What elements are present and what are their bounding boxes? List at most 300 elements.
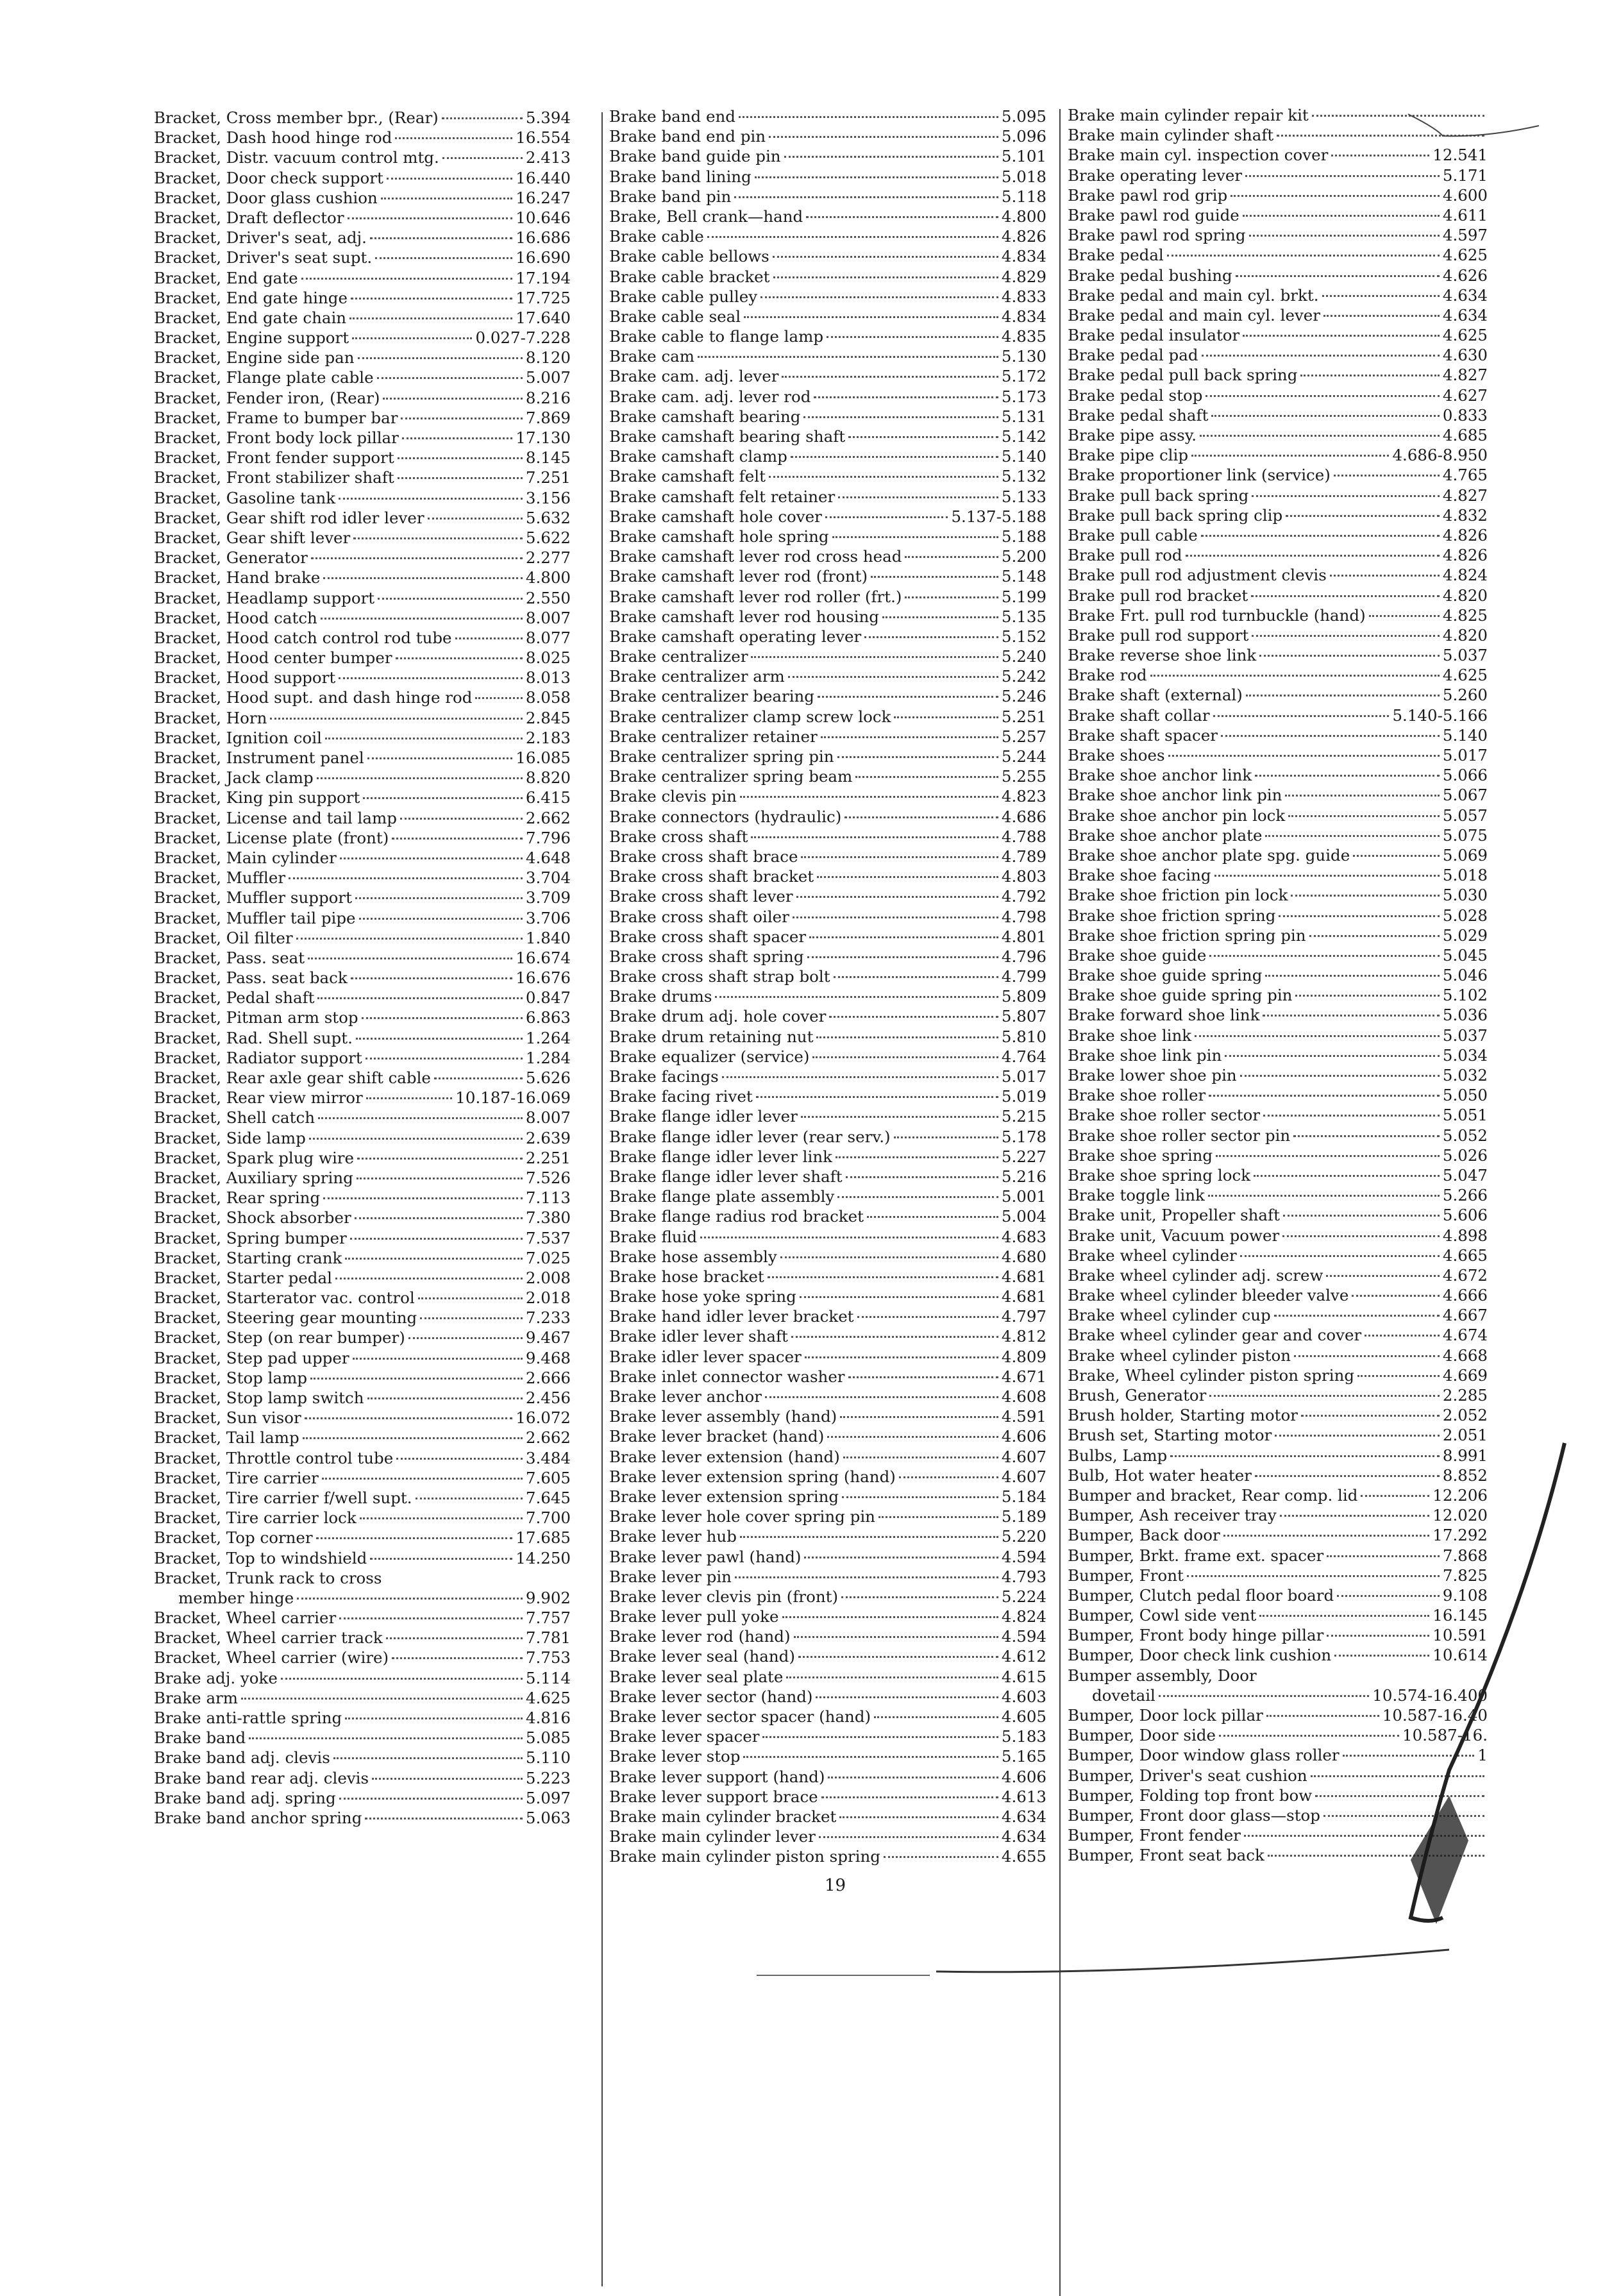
entry-name: Bracket, Shell catch [154, 1108, 315, 1127]
entry-name: Brake lever support brace [609, 1787, 818, 1806]
index-entry [154, 1348, 571, 1368]
index-entry [609, 1347, 1046, 1367]
entry-reference-number: 7.113 [525, 1188, 571, 1208]
dot-leader [782, 1616, 998, 1618]
entry-name: Brake flange radius rod bracket [609, 1207, 864, 1226]
index-entry [154, 1028, 571, 1048]
index-entry [154, 708, 571, 728]
entry-name: Brake flange idler lever link [609, 1147, 832, 1166]
entry-name: Bracket, Top corner [154, 1528, 313, 1548]
index-entry [154, 868, 571, 888]
entry-reference-number: 5.189 [1001, 1507, 1046, 1526]
index-entry [154, 1688, 571, 1708]
entry-reference-number: 17.292 [1432, 1526, 1488, 1545]
entry-reference-number: 3.709 [525, 888, 571, 907]
index-column-2 [609, 106, 1046, 1867]
dot-leader [317, 777, 523, 779]
dot-leader [1309, 935, 1440, 937]
index-entry [1068, 185, 1488, 205]
entry-reference-number: 4.626 [1442, 266, 1488, 285]
entry-reference-number: 4.824 [1001, 1607, 1046, 1626]
dot-leader [386, 1637, 523, 1639]
index-entry [154, 1088, 571, 1108]
entry-reference-number: 5.266 [1442, 1186, 1488, 1205]
entry-name: Bumper, Cowl side vent [1068, 1606, 1257, 1625]
index-entry [1068, 1785, 1488, 1805]
entry-reference-number: 4.680 [1001, 1247, 1046, 1266]
dot-leader [400, 818, 523, 820]
entry-name: Brake cable bellows [609, 247, 769, 266]
entry-name: Bracket, Oil filter [154, 928, 293, 947]
index-entry [1068, 1725, 1488, 1745]
entry-name: Bracket, Throttle control tube [154, 1448, 394, 1467]
index-entry [1068, 285, 1488, 305]
dot-leader [357, 1178, 523, 1179]
entry-reference-number: 5.622 [525, 528, 571, 547]
dot-leader [905, 596, 998, 598]
index-entry [154, 588, 571, 608]
entry-name: Brake lever pawl (hand) [609, 1547, 802, 1566]
entry-name: Brake drum retaining nut [609, 1027, 814, 1046]
index-entry [1068, 1205, 1488, 1225]
entry-name: Brake band lining [609, 167, 752, 186]
dot-leader [1288, 815, 1440, 817]
index-entry [154, 488, 571, 508]
entry-name: Bracket, Wheel carrier (wire) [154, 1648, 389, 1667]
entry-name: Brake cable to flange lamp [609, 327, 824, 346]
entry-name: Brake cross shaft brace [609, 847, 798, 866]
dot-leader [1279, 915, 1439, 917]
dot-leader [844, 816, 998, 818]
entry-reference-number: 5.184 [1001, 1487, 1046, 1506]
entry-name: Brake drums [609, 987, 712, 1006]
entry-reference-number: 10.574-16.400 [1372, 1685, 1488, 1705]
entry-reference-number: 4.667 [1442, 1306, 1488, 1325]
dot-leader [395, 137, 512, 139]
index-entry [609, 387, 1046, 407]
entry-reference-number: 4.612 [1001, 1647, 1046, 1666]
dot-leader [817, 876, 998, 878]
entry-reference-number: 4.827 [1442, 485, 1488, 505]
dot-leader [455, 637, 523, 639]
dot-leader [1230, 195, 1440, 197]
dot-leader [1219, 1735, 1399, 1737]
entry-reference-number: 8.120 [525, 348, 571, 367]
entry-reference-number: 5.018 [1001, 167, 1046, 186]
index-entry [154, 1308, 571, 1328]
dot-leader [806, 216, 998, 218]
entry-name: Brush set, Starting motor [1068, 1426, 1272, 1445]
entry-name: Brake wheel cylinder cup [1068, 1306, 1271, 1325]
entry-reference-number: 8.007 [525, 608, 571, 627]
entry-reference-number: 5.037 [1442, 646, 1488, 665]
index-entry [609, 1326, 1046, 1346]
index-entry [154, 348, 571, 367]
dot-leader [308, 958, 512, 959]
index-entry [609, 1746, 1046, 1766]
entry-name: Brake camshaft lever rod housing [609, 607, 879, 626]
dot-leader [839, 1816, 998, 1818]
dot-leader [296, 938, 523, 940]
entry-reference-number: 4.634 [1442, 305, 1488, 325]
entry-name: Bracket, Muffler [154, 868, 286, 888]
entry-name: Brake hose assembly [609, 1247, 777, 1266]
entry-name: Brake main cylinder bracket [609, 1807, 837, 1826]
index-entry [1068, 205, 1488, 225]
entry-name: Bumper, Door window glass roller [1068, 1746, 1340, 1765]
dot-leader [905, 556, 998, 558]
index-entry [609, 727, 1046, 747]
index-entry [609, 886, 1046, 906]
index-entry [609, 1507, 1046, 1526]
dot-leader [800, 1296, 998, 1298]
index-entry [1068, 1346, 1488, 1365]
index-entry [1068, 785, 1488, 805]
entry-reference-number: 5.632 [525, 508, 571, 527]
entry-reference-number: 16.674 [516, 948, 571, 967]
entry-name: Brush holder, Starting motor [1068, 1406, 1298, 1425]
entry-reference-number: 4.825 [1442, 605, 1488, 625]
entry-name: Brake lever pull yoke [609, 1607, 779, 1626]
entry-reference-number: 8.852 [1442, 1465, 1488, 1485]
entry-name: Brake lever sector spacer (hand) [609, 1707, 871, 1726]
entry-name: Bumper, Front body hinge pillar [1068, 1626, 1324, 1645]
index-entry [609, 1367, 1046, 1387]
entry-reference-number: 5.028 [1442, 906, 1488, 925]
entry-name: Bracket, Ignition coil [154, 728, 322, 747]
index-entry [1068, 985, 1488, 1005]
entry-name: Brake shoe spring [1068, 1145, 1213, 1165]
entry-reference-number: 4.666 [1442, 1286, 1488, 1305]
entry-name: Brake shoe guide spring pin [1068, 986, 1293, 1005]
dot-leader [311, 557, 523, 559]
entry-name: Brake lever extension spring (hand) [609, 1467, 896, 1486]
entry-name: Brake lever assembly (hand) [609, 1407, 837, 1426]
dot-leader [396, 1458, 523, 1460]
index-entry [609, 1406, 1046, 1426]
index-entry [609, 307, 1046, 326]
index-entry [1068, 925, 1488, 945]
dot-leader [335, 1278, 523, 1279]
dot-leader [1315, 1795, 1484, 1797]
index-entry [154, 688, 571, 707]
index-entry [154, 988, 571, 1008]
entry-name: Brake pull rod adjustment clevis [1068, 566, 1327, 585]
dot-leader [359, 918, 523, 920]
index-entry [1068, 1485, 1488, 1505]
dot-leader [1214, 875, 1440, 877]
entry-reference-number: 8.145 [525, 448, 571, 468]
index-entry [1068, 1605, 1488, 1625]
entry-name: Brake cross shaft spring [609, 947, 804, 966]
entry-name: Brake shoe anchor pin lock [1068, 806, 1286, 825]
index-entry [1068, 1305, 1488, 1325]
dot-leader [791, 1336, 998, 1338]
entry-reference-number: 5.017 [1442, 746, 1488, 764]
entry-name: Brake lever bracket (hand) [609, 1427, 825, 1446]
entry-name: Brake pawl rod grip [1068, 185, 1228, 205]
index-entry [1068, 365, 1488, 385]
dot-leader [1202, 355, 1440, 357]
dot-leader [819, 1836, 998, 1838]
dot-leader [834, 976, 998, 978]
dot-leader [773, 256, 998, 258]
dot-leader [838, 496, 998, 498]
entry-reference-number: 4.606 [1001, 1767, 1046, 1786]
entry-name: Bumper, Brkt. frame ext. spacer [1068, 1546, 1324, 1565]
entry-name: Brake lever anchor [609, 1387, 762, 1406]
page-number: 19 [825, 1876, 846, 1895]
index-entry [154, 1148, 571, 1168]
dot-leader [325, 738, 523, 739]
entry-reference-number: 4.829 [1001, 267, 1046, 286]
index-entry [1068, 1766, 1488, 1785]
entry-reference-number: 4.600 [1442, 185, 1488, 205]
index-entry [609, 1547, 1046, 1567]
index-entry [609, 246, 1046, 266]
entry-name: Bracket, Main cylinder [154, 848, 337, 867]
index-entry [1068, 1546, 1488, 1566]
entry-name: Brake shoe guide spring [1068, 966, 1263, 985]
entry-reference-number: 4.800 [525, 568, 571, 587]
entry-reference-number: 4.607 [1001, 1447, 1046, 1466]
dot-leader [305, 1417, 513, 1419]
entry-name: Brake camshaft bearing [609, 407, 801, 426]
entry-name: Bumper, Front fender [1068, 1826, 1241, 1845]
entry-name: Brake facings [609, 1067, 719, 1086]
entry-reference-number: 7.233 [525, 1308, 571, 1328]
entry-reference-number: 17.685 [516, 1528, 571, 1548]
entry-reference-number: 4.606 [1001, 1427, 1046, 1446]
entry-name: Bracket, Step pad upper [154, 1348, 349, 1367]
dot-leader [1255, 775, 1440, 777]
column-divider [1059, 109, 1061, 2296]
dot-leader [1254, 1175, 1440, 1177]
entry-name: Bumper, Folding top front bow [1068, 1785, 1313, 1805]
index-entry [1068, 1385, 1488, 1405]
dot-leader [1244, 1835, 1484, 1837]
entry-name: Bracket, Fender iron, (Rear) [154, 388, 380, 407]
dot-leader [428, 518, 523, 519]
index-entry [609, 1846, 1046, 1866]
dot-leader [1282, 1235, 1440, 1237]
index-entry [154, 788, 571, 807]
dot-leader [1209, 955, 1440, 957]
column-divider [601, 112, 603, 2286]
entry-reference-number: 9.467 [525, 1328, 571, 1347]
entry-name: Bracket, Sun visor [154, 1408, 301, 1428]
index-entry [154, 1128, 571, 1148]
entry-reference-number: 5.216 [1001, 1167, 1046, 1186]
dot-leader [402, 437, 512, 439]
entry-name: Bracket, Radiator support [154, 1048, 362, 1067]
dot-leader [821, 1796, 998, 1798]
index-entry [609, 366, 1046, 386]
entry-name: Brake lever clevis pin (front) [609, 1587, 839, 1606]
index-entry [154, 1228, 571, 1248]
index-entry [1068, 1365, 1488, 1385]
index-entry [154, 148, 571, 167]
index-entry [154, 728, 571, 748]
index-entry [154, 1628, 571, 1648]
index-entry [1068, 245, 1488, 265]
dot-leader [1221, 735, 1440, 737]
dot-leader [418, 1297, 523, 1299]
entry-name: Brake camshaft lever rod (front) [609, 567, 868, 586]
entry-reference-number: 4.834 [1001, 307, 1046, 326]
entry-reference-number: 5.037 [1442, 1026, 1488, 1045]
entry-name: Brake anti-rattle spring [154, 1709, 342, 1727]
entry-name: Bracket, Driver's seat supt. [154, 248, 373, 267]
index-entry [1068, 1805, 1488, 1825]
dot-leader [1352, 1295, 1440, 1297]
entry-reference-number: 5.246 [1001, 687, 1046, 706]
entry-name: Bracket, Rear spring [154, 1188, 321, 1208]
entry-reference-number: 4.797 [1001, 1307, 1046, 1326]
entry-name: Brake inlet connector washer [609, 1367, 845, 1386]
entry-reference-number: 5.069 [1442, 845, 1488, 865]
dot-leader [1195, 1035, 1440, 1037]
index-entry [609, 807, 1046, 827]
dot-leader [351, 977, 513, 979]
dot-leader [351, 298, 512, 300]
dot-leader [825, 516, 948, 518]
entry-name: Bracket, Front body lock pillar [154, 428, 399, 447]
entry-reference-number: 12.020 [1432, 1506, 1488, 1525]
entry-reference-number: 4.630 [1442, 346, 1488, 365]
dot-leader [837, 1196, 998, 1198]
index-entry [154, 1268, 571, 1288]
dot-leader [807, 956, 998, 958]
entry-reference-number: 5.260 [1442, 686, 1488, 705]
entry-reference-number: 16.072 [516, 1408, 571, 1428]
dot-leader [270, 718, 522, 720]
dot-leader [878, 1516, 998, 1518]
dot-leader [760, 296, 998, 298]
dot-leader [1323, 315, 1440, 317]
index-entry [154, 888, 571, 907]
dot-leader [829, 1016, 998, 1018]
dot-leader [348, 217, 513, 219]
dot-leader [1311, 1775, 1484, 1777]
dot-leader [788, 676, 998, 678]
dot-leader [392, 1657, 523, 1659]
index-entry [154, 768, 571, 788]
entry-name: Brake lever seal (hand) [609, 1647, 795, 1666]
dot-leader [814, 396, 998, 398]
entry-name: Brake idler lever shaft [609, 1327, 788, 1346]
dot-leader [1326, 1275, 1439, 1277]
index-entry [154, 308, 571, 328]
dot-leader [1322, 295, 1440, 297]
index-entry [1068, 1845, 1488, 1865]
dot-leader [894, 716, 998, 718]
dot-leader [796, 896, 998, 898]
entry-reference-number: 5.066 [1442, 766, 1488, 785]
entry-name: Brake adj. yoke [154, 1668, 278, 1687]
entry-name: Brake cam. adj. lever [609, 367, 779, 386]
entry-name: Bracket, Tire carrier lock [154, 1508, 357, 1528]
dot-leader [1283, 1215, 1440, 1217]
dot-leader [408, 1337, 523, 1339]
entry-reference-number: 16.145 [1432, 1606, 1488, 1625]
index-entry [1068, 825, 1488, 845]
entry-name: Bulb, Hot water heater [1068, 1465, 1252, 1485]
entry-name: Bracket, Pass. seat back [154, 968, 348, 988]
entry-name: Bracket, Tire carrier f/well supt. [154, 1488, 412, 1507]
entry-reference-number: 5.240 [1001, 647, 1046, 666]
entry-name: Bumper, Front seat back [1068, 1846, 1264, 1865]
dot-leader [735, 1576, 998, 1578]
entry-name: Brake cross shaft spacer [609, 927, 807, 946]
entry-reference-number: 6.415 [525, 788, 571, 807]
index-entry [609, 466, 1046, 486]
dot-leader [1209, 1095, 1440, 1097]
entry-reference-number: 4.672 [1442, 1265, 1488, 1285]
index-entry [154, 248, 571, 267]
index-entry [154, 1388, 571, 1408]
entry-name: Brake shoe roller sector pin [1068, 1126, 1291, 1145]
index-entry [609, 1006, 1046, 1026]
entry-reference-number: 5.140 [1442, 725, 1488, 745]
index-entry [1068, 1165, 1488, 1185]
entry-reference-number: 4.827 [1442, 366, 1488, 385]
entry-name: Brake centralizer bearing [609, 687, 814, 706]
index-entry [154, 428, 571, 448]
entry-name: Brake camshaft hole cover [609, 507, 822, 526]
entry-reference-number: 1.840 [525, 928, 571, 947]
entry-reference-number: 4.833 [1001, 287, 1046, 306]
entry-name: Brake cam [609, 347, 695, 366]
entry-reference-number: 7.645 [525, 1488, 571, 1507]
index-entry [609, 947, 1046, 967]
index-entry [609, 566, 1046, 586]
entry-name: Brake main cylinder shaft [1068, 126, 1274, 145]
entry-reference-number: 6.863 [525, 1008, 571, 1027]
entry-name: Bracket, Auxiliary spring [154, 1168, 353, 1187]
entry-name: Bracket, Engine side pan [154, 348, 355, 367]
entry-reference-number: 4.627 [1442, 385, 1488, 405]
entry-name: Brake lever extension (hand) [609, 1447, 840, 1466]
index-entry [1068, 1825, 1488, 1845]
index-entry [609, 1687, 1046, 1707]
index-column-1 [154, 108, 571, 1828]
dot-leader [363, 797, 523, 799]
entry-name: Brake pedal [1068, 246, 1164, 265]
entry-reference-number: 5.050 [1442, 1086, 1488, 1105]
dot-leader [303, 1437, 523, 1439]
entry-reference-number: 10.591 [1432, 1626, 1488, 1645]
dot-leader [765, 1396, 998, 1398]
entry-name: Bracket, Door check support [154, 168, 383, 187]
entry-reference-number: 5.026 [1442, 1145, 1488, 1165]
dot-leader [784, 156, 998, 158]
entry-name: Bumper and bracket, Rear comp. lid [1068, 1485, 1358, 1505]
entry-name: Brake toggle link [1068, 1186, 1205, 1205]
entry-reference-number: 4.607 [1001, 1467, 1046, 1486]
entry-reference-number: 5.019 [1001, 1087, 1046, 1106]
entry-name: Brake unit, Vacuum power [1068, 1226, 1280, 1245]
index-entry [1068, 1566, 1488, 1585]
index-entry [1068, 105, 1488, 125]
index-entry [1068, 665, 1488, 685]
index-entry [154, 168, 571, 188]
index-entry [609, 1387, 1046, 1406]
dot-leader [360, 1517, 523, 1519]
index-entry [609, 786, 1046, 806]
dot-leader [751, 836, 998, 838]
dot-leader [289, 877, 523, 879]
